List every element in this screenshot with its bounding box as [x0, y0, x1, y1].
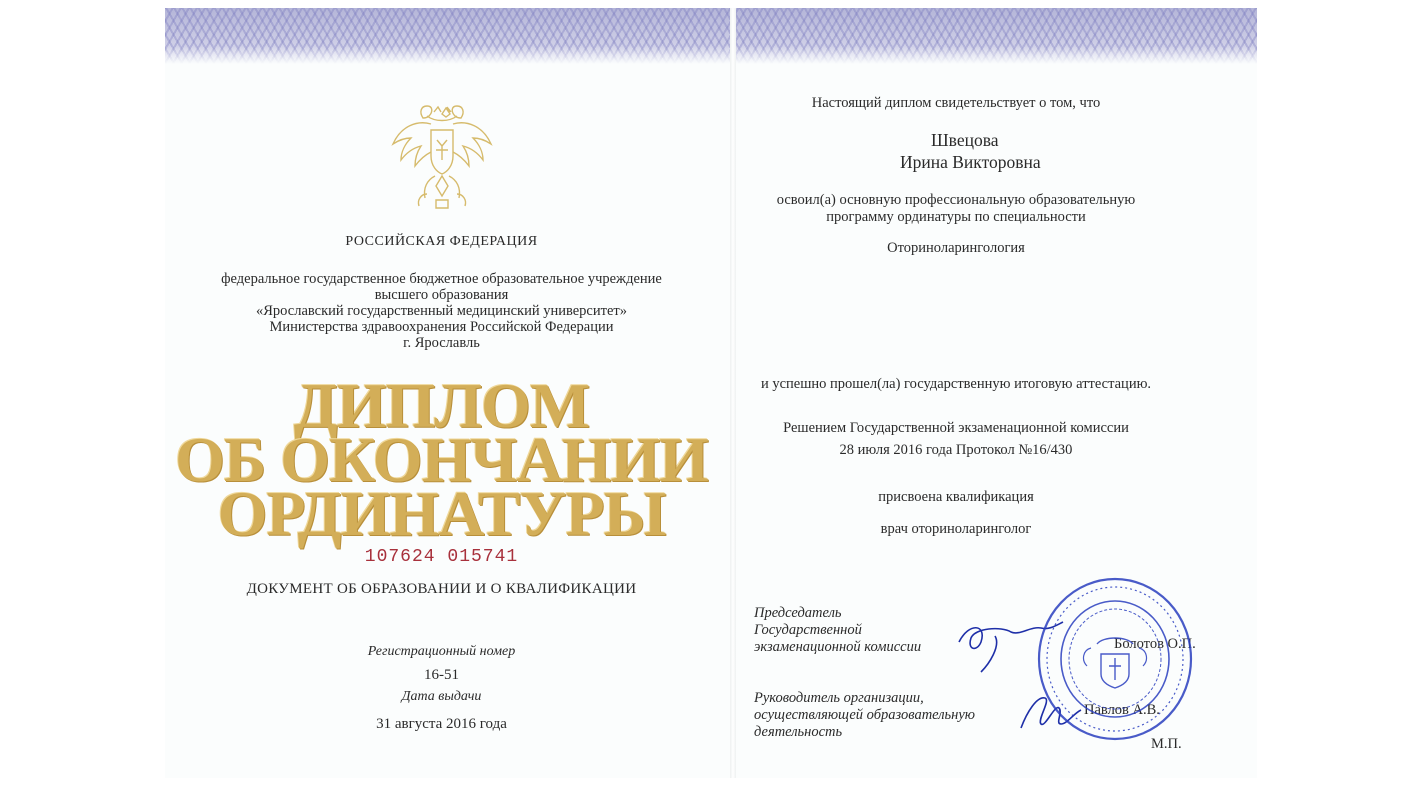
chair-label-line-2: Государственной — [754, 622, 862, 638]
chair-label-line-1: Председатель — [754, 605, 842, 621]
program-line-2: программу ординатуры по специальности — [826, 209, 1086, 225]
head-label-line-2: осуществляющей образовательную — [754, 707, 976, 723]
head-label-line-1: Руководитель организации, — [754, 690, 924, 706]
specialty: Оториноларингология — [887, 240, 1025, 256]
institution-line-2: высшего образования — [374, 287, 509, 303]
attestation-text: и успешно прошел(ла) государственную итоговую аттестацию. — [760, 376, 1152, 392]
qualification: врач оториноларинголог — [880, 521, 1032, 537]
diploma-title-line-1: ДИПЛОМ — [293, 370, 590, 441]
diploma-title-line-3: ОРДИНАТУРЫ — [217, 478, 666, 549]
head-name: Павлов А.В. — [1084, 702, 1160, 718]
qualification-label: присвоена квалификация — [878, 489, 1034, 505]
document-type: ДОКУМЕНТ ОБ ОБРАЗОВАНИИ И О КВАЛИФИКАЦИИ — [246, 581, 637, 597]
intro-text: Настоящий диплом свидетельствует о том, что — [811, 95, 1101, 111]
country-name: РОССИЙСКАЯ ФЕДЕРАЦИЯ — [345, 234, 538, 249]
reg-number-label: Регистрационный номер — [367, 644, 516, 659]
diploma-title-line-2: ОБ ОКОНЧАНИИ — [175, 424, 708, 495]
left-page — [165, 8, 730, 778]
serial-number: 107624 015741 — [364, 547, 519, 567]
seal-place: М.П. — [1151, 736, 1182, 752]
institution-line-1: федеральное государственное бюджетное образовательное учреждение — [221, 271, 662, 287]
decision-date: 28 июля 2016 года Протокол №16/430 — [839, 442, 1073, 458]
diploma-spread — [165, 8, 1257, 778]
issue-date-label: Дата выдачи — [401, 689, 482, 704]
chair-label-line-3: экзаменационной комиссии — [754, 639, 922, 655]
institution-line-4: Министерства здравоохранения Российской Федерации — [269, 319, 614, 335]
double-headed-eagle-icon — [387, 96, 497, 216]
decision-line: Решением Государственной экзаменационной комиссии — [783, 420, 1129, 436]
program-line-1: освоил(а) основную профессиональную образовательную — [776, 192, 1136, 208]
chair-name: Болотов О.П. — [1114, 636, 1196, 652]
issue-date: 31 августа 2016 года — [376, 716, 507, 732]
official-stamp-icon — [1035, 574, 1195, 744]
graduate-surname: Швецова — [931, 130, 999, 150]
reg-number: 16-51 — [424, 667, 459, 683]
institution-line-5: г. Ярославль — [403, 335, 480, 351]
graduate-given-names: Ирина Викторовна — [900, 152, 1041, 172]
institution-line-3: «Ярославский государственный медицинский университет» — [256, 303, 627, 319]
head-label-line-3: деятельность — [754, 724, 843, 740]
